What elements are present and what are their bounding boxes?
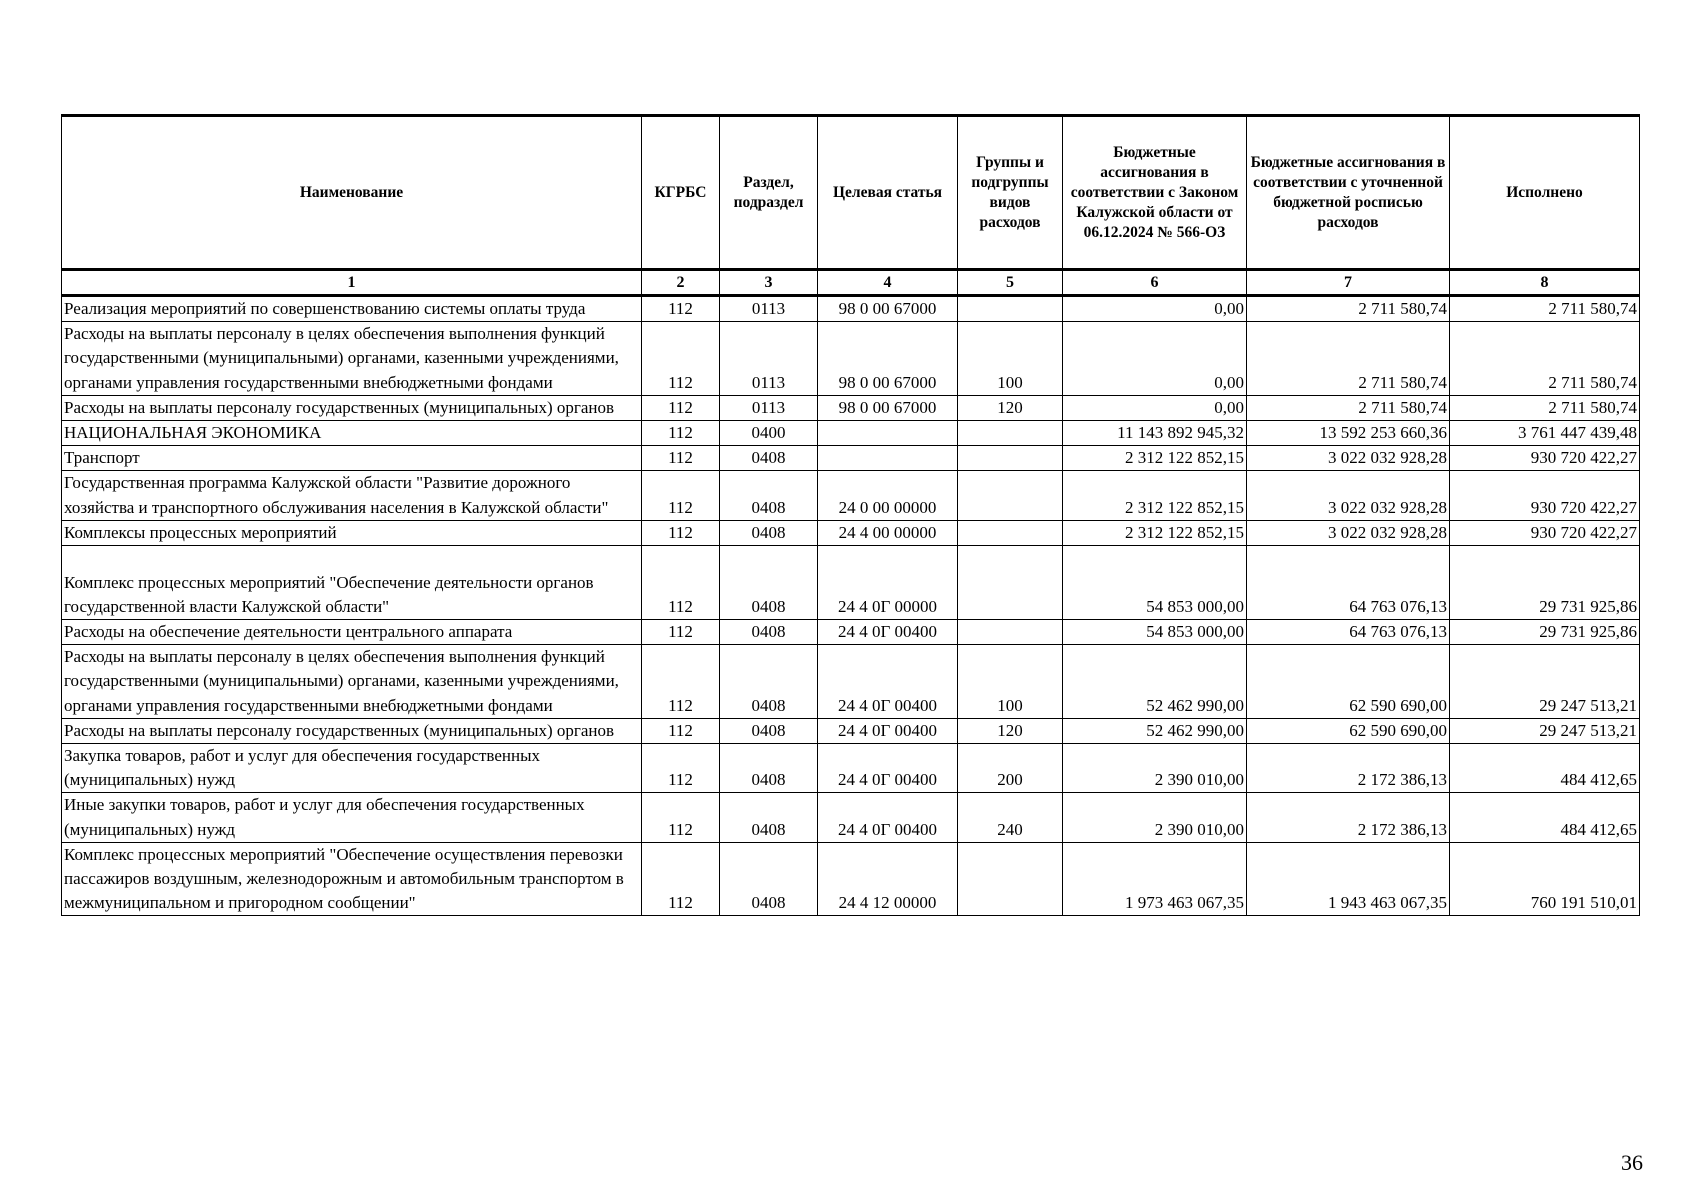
page-number: 36 bbox=[1621, 1150, 1643, 1175]
row-target: 98 0 00 67000 bbox=[818, 296, 958, 322]
row-refined-allocation: 62 590 690,00 bbox=[1247, 645, 1450, 719]
row-section: 0408 bbox=[720, 546, 818, 620]
table-row bbox=[62, 322, 1640, 396]
table-row bbox=[62, 520, 1640, 545]
table-row bbox=[62, 471, 1640, 520]
row-executed: 29 247 513,21 bbox=[1450, 718, 1640, 743]
row-section: 0408 bbox=[720, 620, 818, 645]
row-refined-allocation: 64 763 076,13 bbox=[1247, 620, 1450, 645]
column-number: 2 bbox=[642, 270, 720, 296]
row-name: Расходы на выплаты персоналу в целях обеспечения выполнения функций государственными (муниципальными) органами, казенными учреждениями, органами управления государственными внебюджетными фондами bbox=[62, 322, 642, 396]
row-law-allocation: 52 462 990,00 bbox=[1063, 718, 1247, 743]
row-group: 100 bbox=[958, 645, 1063, 719]
column-number: 1 bbox=[62, 270, 642, 296]
column-number: 8 bbox=[1450, 270, 1640, 296]
row-name: Реализация мероприятий по совершенствованию системы оплаты труда bbox=[62, 296, 642, 322]
table-row bbox=[62, 620, 1640, 645]
header-kgrbs: КГРБС bbox=[642, 116, 720, 270]
row-executed: 2 711 580,74 bbox=[1450, 395, 1640, 420]
header-group: Группы и подгруппы видов расходов bbox=[958, 116, 1063, 270]
table-row bbox=[62, 296, 1640, 322]
row-law-allocation: 0,00 bbox=[1063, 296, 1247, 322]
row-name: Транспорт bbox=[62, 446, 642, 471]
row-target: 24 4 00 00000 bbox=[818, 520, 958, 545]
row-section: 0408 bbox=[720, 744, 818, 793]
row-name: Государственная программа Калужской области "Развитие дорожного хозяйства и транспортного обслуживания населения в Калужской области" bbox=[62, 471, 642, 520]
row-refined-allocation: 2 172 386,13 bbox=[1247, 793, 1450, 842]
row-executed: 930 720 422,27 bbox=[1450, 520, 1640, 545]
budget-table bbox=[61, 114, 1640, 916]
row-law-allocation: 2 390 010,00 bbox=[1063, 744, 1247, 793]
row-kgrbs: 112 bbox=[642, 842, 720, 916]
table-header-row bbox=[62, 116, 1640, 270]
row-kgrbs: 112 bbox=[642, 446, 720, 471]
row-executed: 29 731 925,86 bbox=[1450, 546, 1640, 620]
row-kgrbs: 112 bbox=[642, 421, 720, 446]
row-law-allocation: 2 390 010,00 bbox=[1063, 793, 1247, 842]
row-law-allocation: 0,00 bbox=[1063, 395, 1247, 420]
row-target bbox=[818, 421, 958, 446]
row-name: Расходы на выплаты персоналу в целях обеспечения выполнения функций государственными (муниципальными) органами, казенными учреждениями, органами управления государственными внебюджетными фондами bbox=[62, 645, 642, 719]
row-refined-allocation: 3 022 032 928,28 bbox=[1247, 446, 1450, 471]
row-executed: 2 711 580,74 bbox=[1450, 296, 1640, 322]
row-target: 98 0 00 67000 bbox=[818, 395, 958, 420]
row-section: 0400 bbox=[720, 421, 818, 446]
row-kgrbs: 112 bbox=[642, 296, 720, 322]
row-group bbox=[958, 620, 1063, 645]
row-target: 24 4 0Г 00400 bbox=[818, 620, 958, 645]
row-kgrbs: 112 bbox=[642, 744, 720, 793]
column-number: 3 bbox=[720, 270, 818, 296]
row-executed: 29 247 513,21 bbox=[1450, 645, 1640, 719]
row-law-allocation: 52 462 990,00 bbox=[1063, 645, 1247, 719]
header-law-allocation: Бюджетные ассигнования в соответствии с Законом Калужской области от 06.12.2024 № 566-ОЗ bbox=[1063, 116, 1247, 270]
row-executed: 760 191 510,01 bbox=[1450, 842, 1640, 916]
row-section: 0113 bbox=[720, 322, 818, 396]
row-refined-allocation: 2 172 386,13 bbox=[1247, 744, 1450, 793]
row-kgrbs: 112 bbox=[642, 322, 720, 396]
header-executed: Исполнено bbox=[1450, 116, 1640, 270]
row-name: Расходы на выплаты персоналу государственных (муниципальных) органов bbox=[62, 395, 642, 420]
table-row bbox=[62, 395, 1640, 420]
row-group bbox=[958, 471, 1063, 520]
column-number: 4 bbox=[818, 270, 958, 296]
row-law-allocation: 2 312 122 852,15 bbox=[1063, 446, 1247, 471]
row-law-allocation: 2 312 122 852,15 bbox=[1063, 520, 1247, 545]
row-section: 0408 bbox=[720, 793, 818, 842]
row-target bbox=[818, 446, 958, 471]
row-group bbox=[958, 421, 1063, 446]
row-target: 24 0 00 00000 bbox=[818, 471, 958, 520]
table-row bbox=[62, 546, 1640, 620]
row-refined-allocation: 62 590 690,00 bbox=[1247, 718, 1450, 743]
row-refined-allocation: 13 592 253 660,36 bbox=[1247, 421, 1450, 446]
row-section: 0408 bbox=[720, 520, 818, 545]
row-law-allocation: 0,00 bbox=[1063, 322, 1247, 396]
row-law-allocation: 1 973 463 067,35 bbox=[1063, 842, 1247, 916]
row-name: Иные закупки товаров, работ и услуг для обеспечения государственных (муниципальных) нужд bbox=[62, 793, 642, 842]
row-executed: 484 412,65 bbox=[1450, 793, 1640, 842]
row-group bbox=[958, 296, 1063, 322]
row-section: 0408 bbox=[720, 471, 818, 520]
row-name: НАЦИОНАЛЬНАЯ ЭКОНОМИКА bbox=[62, 421, 642, 446]
table-row bbox=[62, 718, 1640, 743]
column-number-row bbox=[62, 270, 1640, 296]
row-kgrbs: 112 bbox=[642, 520, 720, 545]
row-group: 120 bbox=[958, 718, 1063, 743]
table-row bbox=[62, 842, 1640, 916]
row-executed: 930 720 422,27 bbox=[1450, 471, 1640, 520]
row-section: 0408 bbox=[720, 645, 818, 719]
row-executed: 29 731 925,86 bbox=[1450, 620, 1640, 645]
header-refined-allocation: Бюджетные ассигнования в соответствии с уточненной бюджетной росписью расходов bbox=[1247, 116, 1450, 270]
row-target: 24 4 0Г 00400 bbox=[818, 793, 958, 842]
row-group: 120 bbox=[958, 395, 1063, 420]
table-row bbox=[62, 421, 1640, 446]
row-refined-allocation: 2 711 580,74 bbox=[1247, 395, 1450, 420]
row-name: Закупка товаров, работ и услуг для обеспечения государственных (муниципальных) нужд bbox=[62, 744, 642, 793]
column-number: 5 bbox=[958, 270, 1063, 296]
row-group bbox=[958, 842, 1063, 916]
row-name: Комплексы процессных мероприятий bbox=[62, 520, 642, 545]
row-group: 240 bbox=[958, 793, 1063, 842]
table-row bbox=[62, 446, 1640, 471]
row-target: 24 4 12 00000 bbox=[818, 842, 958, 916]
row-executed: 930 720 422,27 bbox=[1450, 446, 1640, 471]
row-kgrbs: 112 bbox=[642, 620, 720, 645]
row-refined-allocation: 3 022 032 928,28 bbox=[1247, 471, 1450, 520]
row-target: 98 0 00 67000 bbox=[818, 322, 958, 396]
row-refined-allocation: 1 943 463 067,35 bbox=[1247, 842, 1450, 916]
row-refined-allocation: 2 711 580,74 bbox=[1247, 296, 1450, 322]
row-kgrbs: 112 bbox=[642, 395, 720, 420]
row-target: 24 4 0Г 00400 bbox=[818, 744, 958, 793]
row-target: 24 4 0Г 00000 bbox=[818, 546, 958, 620]
row-kgrbs: 112 bbox=[642, 645, 720, 719]
row-section: 0113 bbox=[720, 296, 818, 322]
header-name: Наименование bbox=[62, 116, 642, 270]
row-law-allocation: 2 312 122 852,15 bbox=[1063, 471, 1247, 520]
row-name: Комплекс процессных мероприятий "Обеспечение осуществления перевозки пассажиров воздушным, железнодорожным и автомобильным транспортом в межмуниципальном и пригородном сообщении" bbox=[62, 842, 642, 916]
row-refined-allocation: 2 711 580,74 bbox=[1247, 322, 1450, 396]
column-number: 6 bbox=[1063, 270, 1247, 296]
row-target: 24 4 0Г 00400 bbox=[818, 718, 958, 743]
row-law-allocation: 54 853 000,00 bbox=[1063, 620, 1247, 645]
table-row bbox=[62, 744, 1640, 793]
row-section: 0408 bbox=[720, 842, 818, 916]
row-law-allocation: 11 143 892 945,32 bbox=[1063, 421, 1247, 446]
row-refined-allocation: 64 763 076,13 bbox=[1247, 546, 1450, 620]
row-executed: 484 412,65 bbox=[1450, 744, 1640, 793]
row-group bbox=[958, 546, 1063, 620]
table-row bbox=[62, 645, 1640, 719]
column-number: 7 bbox=[1247, 270, 1450, 296]
row-executed: 2 711 580,74 bbox=[1450, 322, 1640, 396]
row-name: Расходы на выплаты персоналу государственных (муниципальных) органов bbox=[62, 718, 642, 743]
row-section: 0113 bbox=[720, 395, 818, 420]
row-name: Расходы на обеспечение деятельности центрального аппарата bbox=[62, 620, 642, 645]
table-row bbox=[62, 793, 1640, 842]
row-law-allocation: 54 853 000,00 bbox=[1063, 546, 1247, 620]
row-group bbox=[958, 446, 1063, 471]
row-kgrbs: 112 bbox=[642, 718, 720, 743]
row-kgrbs: 112 bbox=[642, 793, 720, 842]
row-executed: 3 761 447 439,48 bbox=[1450, 421, 1640, 446]
row-section: 0408 bbox=[720, 446, 818, 471]
row-target: 24 4 0Г 00400 bbox=[818, 645, 958, 719]
row-section: 0408 bbox=[720, 718, 818, 743]
row-kgrbs: 112 bbox=[642, 471, 720, 520]
row-group: 200 bbox=[958, 744, 1063, 793]
header-target: Целевая статья bbox=[818, 116, 958, 270]
header-section: Раздел, подраздел bbox=[720, 116, 818, 270]
row-name: Комплекс процессных мероприятий "Обеспечение деятельности органов государственной власти Калужской области" bbox=[62, 546, 642, 620]
row-refined-allocation: 3 022 032 928,28 bbox=[1247, 520, 1450, 545]
row-kgrbs: 112 bbox=[642, 546, 720, 620]
row-group bbox=[958, 520, 1063, 545]
row-group: 100 bbox=[958, 322, 1063, 396]
